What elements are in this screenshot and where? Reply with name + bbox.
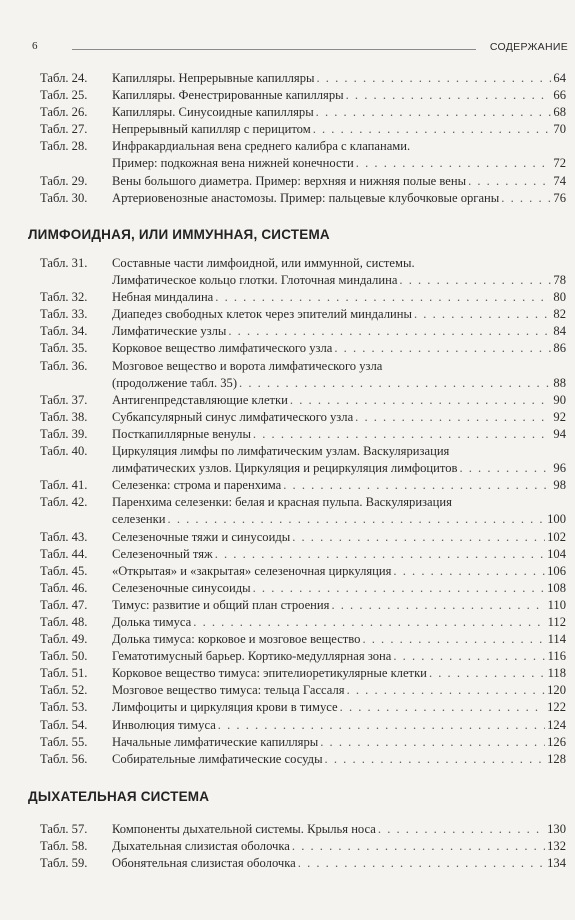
toc-page-number: 72 [553,156,566,171]
toc-entry[interactable] [0,121,575,138]
toc-section-list [0,70,575,207]
toc-page-number: 90 [553,392,566,407]
dot-leader [253,426,551,443]
toc-page-number: 110 [547,597,566,612]
toc-entry-label: Табл. 36. [40,358,88,373]
toc-entry-title: Капилляры. Фенестрированные капилляры [112,88,344,103]
toc-page-number: 126 [547,734,566,749]
toc-page-number: 70 [553,122,566,137]
toc-entry-label: Табл. 46. [40,580,88,595]
toc-page-number: 68 [553,105,566,120]
toc-entry[interactable] [0,717,575,734]
dot-leader [292,838,545,855]
toc-entry-title: Собирательные лимфатические сосуды [112,751,323,766]
toc-entry[interactable] [0,614,575,631]
toc-entry-title: Паренхима селезенки: белая и красная пульпа. Васкуляризация [112,495,452,510]
toc-page-number: 98 [553,478,566,493]
toc-entry[interactable] [0,289,575,306]
toc-entry-title: Диапедез свободных клеток через эпителий миндалины [112,307,412,322]
dot-leader [346,87,552,104]
toc-entry-title: Селезеночные тяжи и синусоиды [112,529,291,544]
dot-leader [218,717,545,734]
toc-entry-title: лимфатических узлов. Циркуляция и рециркуляция лимфоцитов [112,461,458,476]
toc-entry-label: Табл. 25. [40,88,88,103]
toc-entry-title: Инволюция тимуса [112,717,216,732]
toc-entry-title: Долька тимуса [112,614,192,629]
toc-entry-title: Субкапсулярный синус лимфатического узла [112,409,354,424]
toc-entry-label: Табл. 29. [40,173,88,188]
dot-leader [316,70,551,87]
toc-entry[interactable] [0,682,575,699]
toc-entry[interactable] [0,734,575,751]
toc-page-number: 112 [547,614,566,629]
toc-page-number: 122 [547,700,566,715]
toc-entry-label: Табл. 58. [40,839,88,854]
toc-entry[interactable] [0,255,575,289]
toc-page-number: 130 [547,822,566,836]
toc-entry-title: Небная миндалина [112,290,214,305]
toc-entry-title: Циркуляция лимфы по лимфатическим узлам. Васкуляризация [112,444,450,459]
toc-entry-title: Непрерывный капилляр с перицитом [112,122,311,137]
toc-entry-label: Табл. 39. [40,426,88,441]
toc-entry-label: Табл. 42. [40,495,88,510]
toc-entry-title: Обонятельная слизистая оболочка [112,856,296,871]
toc-page-number: 114 [547,632,566,647]
toc-entry-title: Мозговое вещество и ворота лимфатического узла [112,358,383,373]
toc-entry-label: Табл. 41. [40,478,88,493]
toc-entry[interactable] [0,699,575,716]
dot-leader [215,546,545,563]
toc-entry[interactable] [0,70,575,87]
toc-entry-label: Табл. 50. [40,649,88,664]
toc-entry-label: Табл. 26. [40,105,88,120]
toc-entry-title: Гематотимусный барьер. Кортико-медуллярная зона [112,649,392,664]
dot-leader [347,682,546,699]
toc-entry-label: Табл. 32. [40,290,88,305]
toc-page-number: 92 [553,409,566,424]
toc-page-number: 74 [553,173,566,188]
toc-entry[interactable] [0,477,575,494]
dot-leader [331,597,545,614]
toc-entry[interactable] [0,358,575,392]
section-title: ЛИМФОИДНАЯ, ИЛИ ИММУННАЯ, СИСТЕМА [28,227,330,242]
toc-entry[interactable] [0,821,575,838]
dot-leader [325,751,546,768]
toc-entry-label: Табл. 37. [40,392,88,407]
toc-entry-label: Табл. 53. [40,700,88,715]
toc-entry-title: Артериовенозные анастомозы. Пример: пальцевые клубочковые органы [112,190,500,205]
section-title: ДЫХАТЕЛЬНАЯ СИСТЕМА [28,789,210,804]
toc-entry[interactable] [0,546,575,563]
toc-entry[interactable] [0,323,575,340]
dot-leader [168,511,546,528]
toc-entry-title: Селезеночный тяж [112,546,213,561]
dot-leader [356,155,552,172]
toc-entry-title: Долька тимуса: корковое и мозговое вещество [112,632,361,647]
toc-entry-label: Табл. 28. [40,139,88,154]
toc-entry[interactable] [0,138,575,172]
running-title: СОДЕРЖАНИЕ [489,41,568,53]
dot-leader [414,306,551,323]
toc-entry[interactable] [0,631,575,648]
toc-page-number: 82 [553,307,566,322]
toc-entry-label: Табл. 34. [40,324,88,339]
toc-entry-title: Лимфатическое кольцо глотки. Глоточная миндалина [112,273,398,288]
toc-entry[interactable] [0,838,575,855]
toc-entry-label: Табл. 54. [40,717,88,732]
toc-entry-title: Компоненты дыхательной системы. Крылья носа [112,822,376,836]
toc-entry-label: Табл. 48. [40,614,88,629]
toc-entry-label: Табл. 38. [40,409,88,424]
toc-entry-title: Лимфатические узлы [112,324,227,339]
dot-leader [355,409,551,426]
toc-entry-label: Табл. 24. [40,71,88,85]
toc-entry-label: Табл. 33. [40,307,88,322]
dot-leader [253,580,546,597]
toc-entry-title: Посткапиллярные венулы [112,426,251,441]
toc-entry[interactable] [0,597,575,614]
toc-section-list [0,255,575,768]
toc-entry-label: Табл. 43. [40,529,88,544]
dot-leader [501,190,551,207]
toc-entry-label: Табл. 52. [40,683,88,698]
toc-entry-label: Табл. 35. [40,341,88,356]
dot-leader [340,699,545,716]
toc-entry[interactable] [0,855,575,872]
toc-entry[interactable] [0,648,575,665]
toc-entry-label: Табл. 55. [40,734,88,749]
dot-leader [429,665,546,682]
toc-page-number: 76 [553,190,566,205]
dot-leader [316,104,552,121]
toc-entry-title: Антигенпредставляющие клетки [112,392,288,407]
dot-leader [468,173,551,190]
toc-page-number: 118 [547,666,566,681]
toc-page-number: 104 [547,546,566,561]
toc-entry[interactable] [0,563,575,580]
toc-entry-title: Мозговое вещество тимуса: тельца Гассаля [112,683,345,698]
toc-entry-label: Табл. 45. [40,563,88,578]
toc-page-number: 124 [547,717,566,732]
toc-entry[interactable] [0,409,575,426]
toc-entry-title: Инфракардиальная вена среднего калибра с клапанами. [112,139,411,154]
toc-page-number: 86 [553,341,566,356]
toc-page-number: 106 [547,563,566,578]
toc-entry-label: Табл. 51. [40,666,88,681]
toc-entry-title: «Открытая» и «закрытая» селезеночная циркуляция [112,563,392,578]
dot-leader [320,734,545,751]
toc-page-number: 132 [547,839,566,854]
toc-entry-title: селезенки [112,512,166,527]
toc-entry[interactable] [0,529,575,546]
toc-section-list [0,821,575,872]
toc-page-number: 100 [547,512,566,527]
toc-entry-label: Табл. 47. [40,597,88,612]
toc-entry-label: Табл. 57. [40,822,88,836]
toc-entry-title: Капилляры. Непрерывные капилляры [112,71,315,85]
toc-page-number: 88 [553,375,566,390]
toc-page-number: 78 [553,273,566,288]
dot-leader [393,563,545,580]
toc-entry-title: Пример: подкожная вена нижней конечности [112,156,354,171]
toc-entry-title: Лимфоциты и циркуляция крови в тимусе [112,700,338,715]
dot-leader [193,614,545,631]
dot-leader [292,529,545,546]
toc-entry-title: Корковое вещество лимфатического узла [112,341,333,356]
dot-leader [298,855,545,872]
toc-entry[interactable] [0,173,575,190]
dot-leader [334,340,551,357]
toc-entry-title: Начальные лимфатические капилляры [112,734,319,749]
toc-entry[interactable] [0,580,575,597]
dot-leader [228,323,551,340]
toc-entry-label: Табл. 31. [40,256,88,270]
toc-page-number: 94 [553,426,566,441]
dot-leader [313,121,552,138]
toc-entry-title: (продолжение табл. 35) [112,375,238,390]
toc-entry-title: Дыхательная слизистая оболочка [112,839,290,854]
toc-entry[interactable] [0,104,575,121]
toc-page-number: 102 [547,529,566,544]
toc-page-number: 128 [547,751,566,766]
dot-leader [459,460,551,477]
dot-leader [215,289,551,306]
page-number: 6 [32,40,38,52]
toc-entry-title: Вены большого диаметра. Пример: верхняя и нижняя полые вены [112,173,467,188]
dot-leader [239,375,551,392]
dot-leader [378,821,545,838]
toc-entry[interactable] [0,87,575,104]
toc-entry-title: Капилляры. Синусоидные капилляры [112,105,314,120]
toc-entry-title: Селезенка: строма и паренхима [112,478,282,493]
toc-page-number: 120 [547,683,566,698]
toc-entry[interactable] [0,306,575,323]
dot-leader [393,648,545,665]
toc-entry[interactable] [0,340,575,357]
dot-leader [283,477,551,494]
toc-page-number: 134 [547,856,566,871]
toc-entry-label: Табл. 49. [40,632,88,647]
toc-entry[interactable] [0,443,575,477]
toc-entry-title: Составные части лимфоидной, или иммунной, системы. [112,256,415,270]
header-rule [72,49,476,50]
page-header [32,40,568,54]
toc-page-number: 80 [553,290,566,305]
toc-entry-title: Тимус: развитие и общий план строения [112,597,330,612]
toc-entry[interactable] [0,494,575,528]
toc-entry[interactable] [0,392,575,409]
toc-entry[interactable] [0,751,575,768]
dot-leader [362,631,545,648]
toc-page-number: 108 [547,580,566,595]
toc-entry-label: Табл. 40. [40,444,88,459]
toc-entry-title: Корковое вещество тимуса: эпителиоретикулярные клетки [112,666,427,681]
toc-page-number: 66 [553,88,566,103]
toc-entry-label: Табл. 27. [40,122,88,137]
toc-page-number: 116 [547,649,566,664]
toc-entry-label: Табл. 44. [40,546,88,561]
toc-entry[interactable] [0,665,575,682]
toc-page-number: 84 [553,324,566,339]
dot-leader [290,392,551,409]
toc-entry[interactable] [0,426,575,443]
toc-page-number: 64 [553,71,566,85]
toc-entry-label: Табл. 59. [40,856,88,871]
toc-entry-label: Табл. 56. [40,751,88,766]
toc-entry-title: Селезеночные синусоиды [112,580,251,595]
toc-entry[interactable] [0,190,575,207]
dot-leader [399,272,551,289]
toc-page-number: 96 [553,461,566,476]
toc-entry-label: Табл. 30. [40,190,88,205]
